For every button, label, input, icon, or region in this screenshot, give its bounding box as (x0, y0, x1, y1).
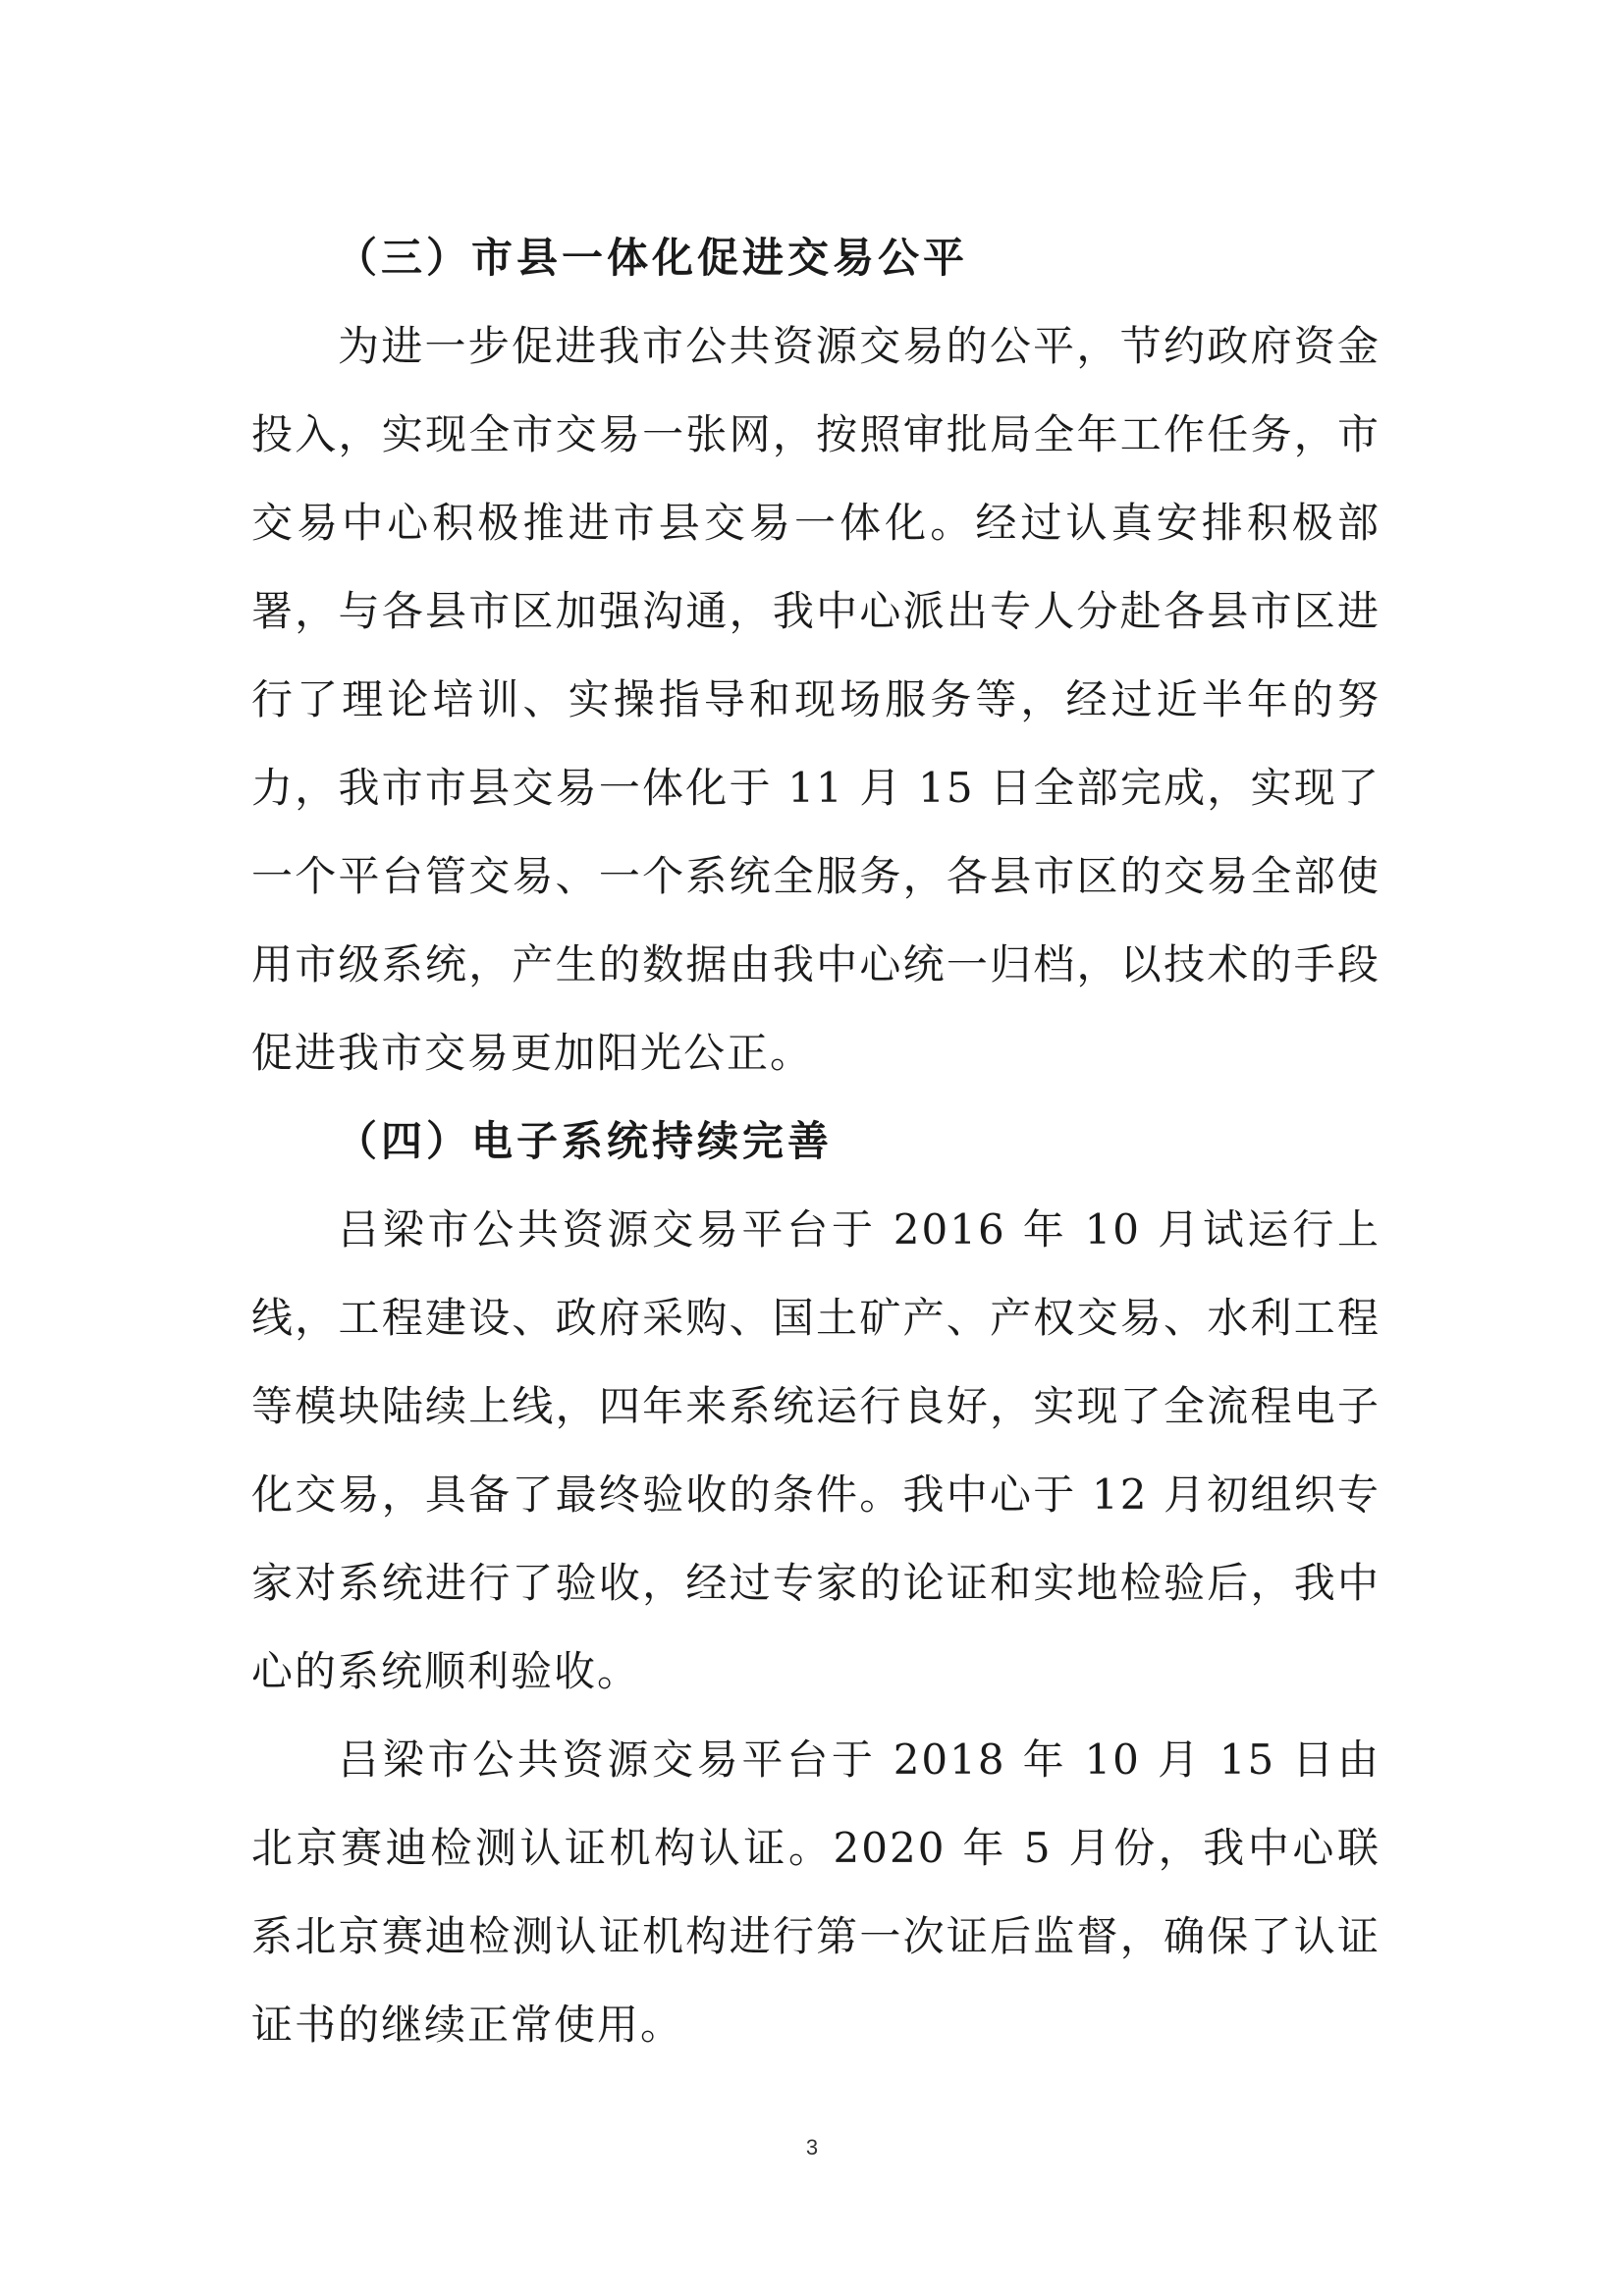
page-number: 3 (805, 2135, 819, 2160)
section-4-paragraph-2: 吕梁市公共资源交易平台于 2018 年 10 月 15 日由北京赛迪检测认证机构认证。2020 年 5 月份，我中心联系北京赛迪检测认证机构进行第一次证后监督，确保了认证证书的继续正常使用。 (251, 1735, 1380, 2049)
section-4-paragraph-1: 吕梁市公共资源交易平台于 2016 年 10 月试运行上线，工程建设、政府采购、国土矿产、产权交易、水利工程等模块陆续上线，四年来系统运行良好，实现了全流程电子化交易，具备了最终验收的条件。我中心于 12 月初组织专家对系统进行了验收，经过专家的论证和实地检验后，我中心的系统顺利验收。 (251, 1205, 1380, 1695)
section-heading-3: （三）市县一体化促进交易公平 (336, 234, 969, 282)
section-3-paragraph-1: 为进一步促进我市公共资源交易的公平，节约政府资金投入，实现全市交易一张网，按照审批局全年工作任务，市交易中心积极推进市县交易一体化。经过认真安排积极部署，与各县市区加强沟通，我中心派出专人分赴各县市区进行了理论培训、实操指导和现场服务等，经过近半年的努力，我市市县交易一体化于 11 月 15 日全部完成，实现了一个平台管交易、一个系统全服务，各县市区的交易全部使用市级系统，产生的数据由我中心统一归档，以技术的手段促进我市交易更加阳光公正。 (251, 322, 1380, 1077)
document-body (251, 214, 1380, 2069)
section-heading-4: （四）电子系统持续完善 (336, 1117, 834, 1165)
